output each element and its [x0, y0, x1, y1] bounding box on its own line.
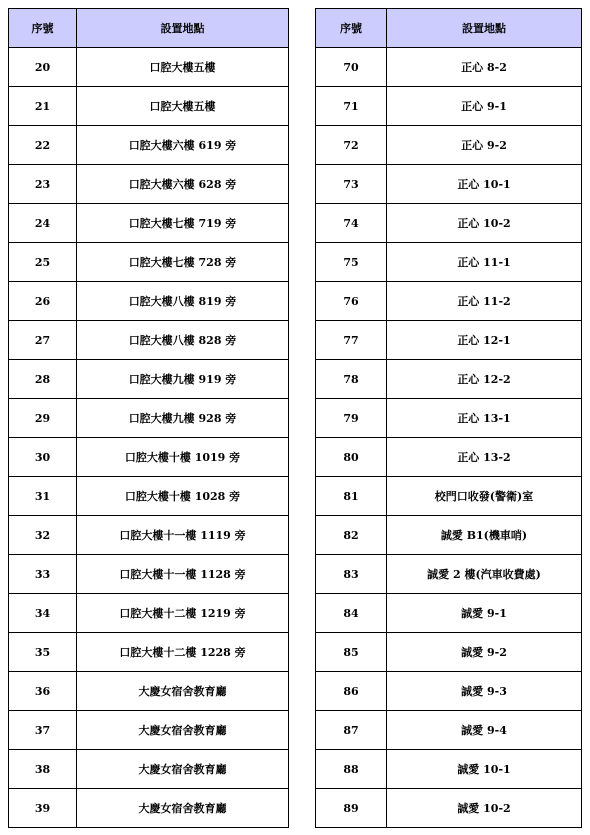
table-row [9, 438, 289, 477]
table-row [9, 594, 289, 633]
row-seq: 87 [316, 711, 387, 750]
row-seq: 89 [316, 789, 387, 828]
row-seq: 75 [316, 243, 387, 282]
row-location: 口腔大樓十一樓 1128 旁 [77, 555, 289, 594]
table-row [316, 750, 582, 789]
table-row [9, 711, 289, 750]
header-seq: 序號 [9, 9, 77, 48]
row-seq: 23 [9, 165, 77, 204]
row-location: 正心 9-1 [387, 87, 582, 126]
table-row [9, 321, 289, 360]
table-row [9, 48, 289, 87]
row-seq: 71 [316, 87, 387, 126]
table-row [9, 282, 289, 321]
row-seq: 77 [316, 321, 387, 360]
row-seq: 81 [316, 477, 387, 516]
row-location: 正心 9-2 [387, 126, 582, 165]
row-seq: 25 [9, 243, 77, 282]
row-location: 口腔大樓十二樓 1228 旁 [77, 633, 289, 672]
table-row [316, 672, 582, 711]
row-location: 誠愛 2 樓(汽車收費處) [387, 555, 582, 594]
row-location: 口腔大樓八樓 819 旁 [77, 282, 289, 321]
location-table-right [315, 8, 582, 828]
row-seq: 32 [9, 516, 77, 555]
row-location: 口腔大樓五樓 [77, 48, 289, 87]
row-location: 口腔大樓八樓 828 旁 [77, 321, 289, 360]
table-row [316, 399, 582, 438]
table-header-row [316, 9, 582, 48]
row-seq: 85 [316, 633, 387, 672]
table-row [316, 594, 582, 633]
row-location: 正心 13-1 [387, 399, 582, 438]
table-row [9, 789, 289, 828]
table-row [316, 282, 582, 321]
row-location: 口腔大樓六樓 619 旁 [77, 126, 289, 165]
table-row [316, 321, 582, 360]
table-row [9, 243, 289, 282]
row-location: 誠愛 10-2 [387, 789, 582, 828]
row-location: 口腔大樓九樓 919 旁 [77, 360, 289, 399]
row-seq: 28 [9, 360, 77, 399]
row-location: 口腔大樓十二樓 1219 旁 [77, 594, 289, 633]
table-row [316, 438, 582, 477]
row-seq: 35 [9, 633, 77, 672]
row-seq: 79 [316, 399, 387, 438]
row-location: 正心 13-2 [387, 438, 582, 477]
row-seq: 70 [316, 48, 387, 87]
table-row [316, 165, 582, 204]
location-table-left [8, 8, 289, 828]
row-location: 校門口收發(警衛)室 [387, 477, 582, 516]
header-seq: 序號 [316, 9, 387, 48]
row-seq: 29 [9, 399, 77, 438]
row-seq: 88 [316, 750, 387, 789]
row-seq: 37 [9, 711, 77, 750]
row-seq: 30 [9, 438, 77, 477]
table-row [9, 360, 289, 399]
row-seq: 76 [316, 282, 387, 321]
table-row [316, 516, 582, 555]
table-row [316, 204, 582, 243]
row-location: 大慶女宿舍教育廳 [77, 672, 289, 711]
table-row [316, 555, 582, 594]
table-row [316, 360, 582, 399]
row-location: 口腔大樓五樓 [77, 87, 289, 126]
row-seq: 26 [9, 282, 77, 321]
row-seq: 22 [9, 126, 77, 165]
row-location: 誠愛 9-3 [387, 672, 582, 711]
table-row [9, 126, 289, 165]
row-seq: 72 [316, 126, 387, 165]
table-row [316, 633, 582, 672]
row-location: 正心 11-2 [387, 282, 582, 321]
row-location: 口腔大樓七樓 728 旁 [77, 243, 289, 282]
table-row [9, 516, 289, 555]
row-seq: 78 [316, 360, 387, 399]
row-seq: 20 [9, 48, 77, 87]
row-location: 誠愛 9-4 [387, 711, 582, 750]
row-location: 口腔大樓十樓 1028 旁 [77, 477, 289, 516]
table-row [316, 711, 582, 750]
row-location: 誠愛 9-2 [387, 633, 582, 672]
row-location: 大慶女宿舍教育廳 [77, 789, 289, 828]
row-seq: 80 [316, 438, 387, 477]
row-location: 正心 12-1 [387, 321, 582, 360]
row-location: 口腔大樓十一樓 1119 旁 [77, 516, 289, 555]
table-row [9, 204, 289, 243]
table-row [9, 165, 289, 204]
header-location: 設置地點 [387, 9, 582, 48]
row-seq: 31 [9, 477, 77, 516]
row-location: 口腔大樓六樓 628 旁 [77, 165, 289, 204]
table-row [9, 672, 289, 711]
row-seq: 39 [9, 789, 77, 828]
row-location: 正心 10-1 [387, 165, 582, 204]
table-row [316, 789, 582, 828]
row-seq: 83 [316, 555, 387, 594]
row-seq: 82 [316, 516, 387, 555]
row-location: 誠愛 10-1 [387, 750, 582, 789]
table-row [9, 87, 289, 126]
row-location: 大慶女宿舍教育廳 [77, 711, 289, 750]
table-header-row [9, 9, 289, 48]
table-row [316, 243, 582, 282]
row-location: 誠愛 9-1 [387, 594, 582, 633]
table-row [316, 48, 582, 87]
table-row [316, 87, 582, 126]
row-location: 正心 10-2 [387, 204, 582, 243]
row-location: 正心 12-2 [387, 360, 582, 399]
table-row [9, 477, 289, 516]
row-seq: 34 [9, 594, 77, 633]
table-row [316, 126, 582, 165]
table-row [316, 477, 582, 516]
row-location: 誠愛 B1(機車哨) [387, 516, 582, 555]
row-seq: 27 [9, 321, 77, 360]
row-seq: 33 [9, 555, 77, 594]
header-location: 設置地點 [77, 9, 289, 48]
table-row [9, 633, 289, 672]
row-seq: 84 [316, 594, 387, 633]
row-location: 口腔大樓七樓 719 旁 [77, 204, 289, 243]
row-location: 正心 11-1 [387, 243, 582, 282]
row-seq: 21 [9, 87, 77, 126]
row-location: 口腔大樓十樓 1019 旁 [77, 438, 289, 477]
row-seq: 86 [316, 672, 387, 711]
table-row [9, 399, 289, 438]
table-row [9, 750, 289, 789]
row-location: 口腔大樓九樓 928 旁 [77, 399, 289, 438]
row-location: 正心 8-2 [387, 48, 582, 87]
row-seq: 38 [9, 750, 77, 789]
row-seq: 74 [316, 204, 387, 243]
row-seq: 24 [9, 204, 77, 243]
row-location: 大慶女宿舍教育廳 [77, 750, 289, 789]
row-seq: 73 [316, 165, 387, 204]
table-row [9, 555, 289, 594]
row-seq: 36 [9, 672, 77, 711]
